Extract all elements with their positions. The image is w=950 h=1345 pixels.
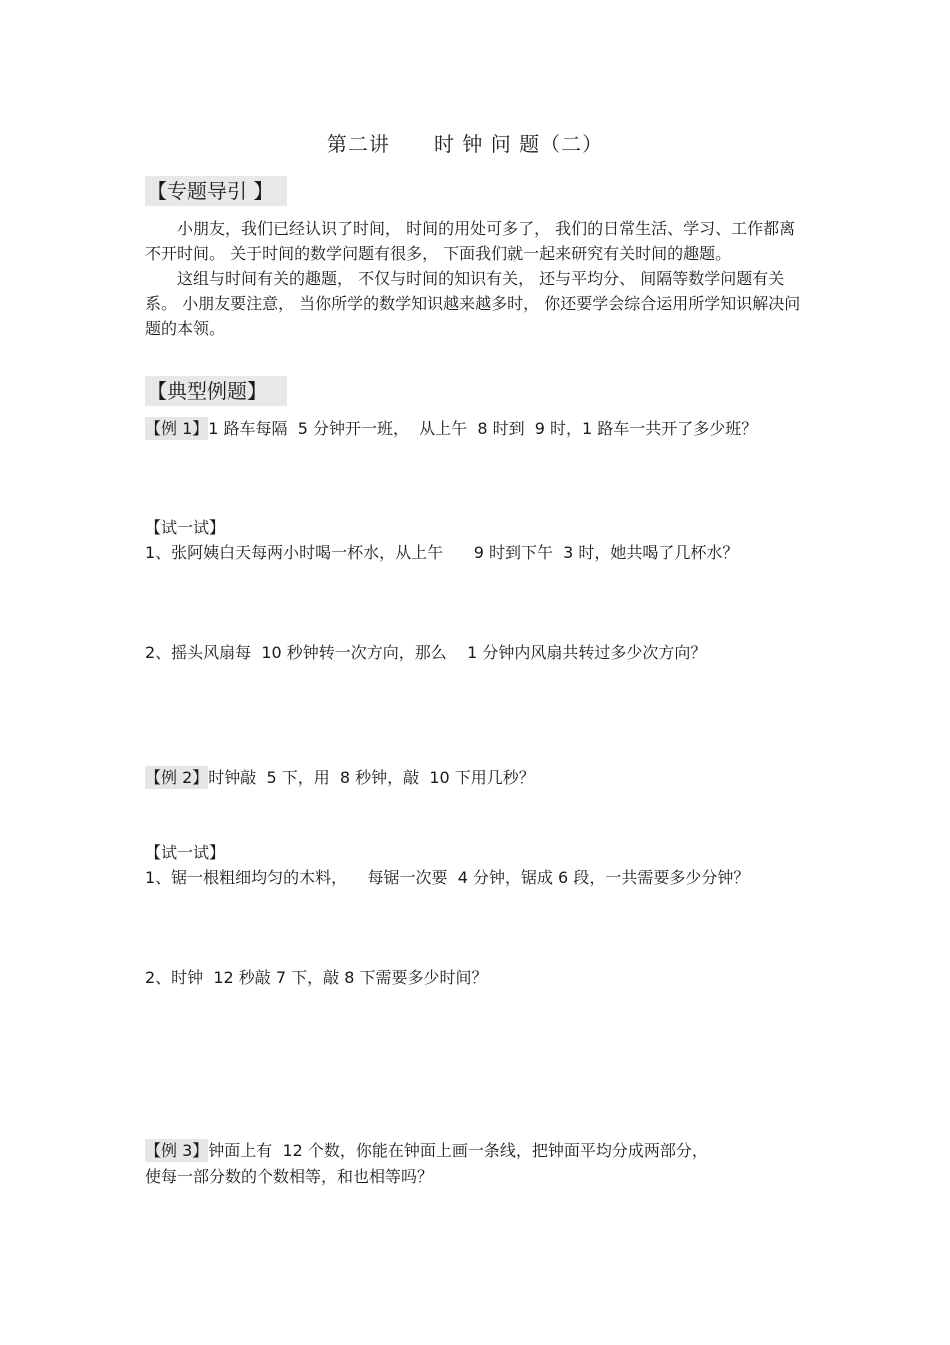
example-1-text: 1 路车每隔 5 分钟开一班， 从上午 8 时到 9 时，1 路车一共开了多少班？ — [208, 419, 758, 438]
try-it-heading-2: 【试一试】 — [145, 843, 226, 862]
try-1-question-1: 1、张阿姨白天每两小时喝一杯水，从上午 9 时到下午 3 时，她共喝了几杯水？ — [145, 543, 739, 562]
guide-paragraph-2: 这组与时间有关的趣题， 不仅与时间的知识有关， 还与平均分、 间隔等数学问题有关系。 小朋友要注意， 当你所学的数学知识越来越多时， 你还要学会综合运用所学知识解决问题的本领。 — [145, 269, 801, 338]
example-2 — [145, 765, 805, 791]
example-2-label: 【例 2】 — [145, 768, 209, 787]
example-2-text: 时钟敲 5 下，用 8 秒钟，敲 10 下用几秒？ — [208, 768, 535, 787]
guide-text — [145, 216, 805, 341]
page-title: 第二讲 时 钟 问 题（二） — [326, 132, 604, 156]
guide-paragraph-1: 小朋友，我们已经认识了时间， 时间的用处可多了， 我们的日常生活、学习、工作都离不开时间。 关于时间的数学问题有很多， 下面我们就一起来研究有关时间的趣题。 — [145, 219, 796, 263]
example-3-line-2: 使每一部分数的个数相等，和也相等吗？ — [145, 1167, 434, 1186]
section-heading-guide: 【专题导引 】 — [145, 176, 287, 206]
try-1-question-2: 2、摇头风扇每 10 秒钟转一次方向，那么 1 分钟内风扇共转过多少次方向？ — [145, 643, 707, 662]
try-it-heading-1: 【试一试】 — [145, 518, 226, 537]
try-2-question-2: 2、时钟 12 秒敲 7 下，敲 8 下需要多少时间？ — [145, 968, 488, 987]
section-heading-examples: 【典型例题】 — [145, 376, 287, 406]
example-1 — [145, 416, 805, 442]
example-3-line-1: 钟面上有 12 个数，你能在钟面上画一条线，把钟面平均分成两部分， — [208, 1141, 708, 1160]
example-3 — [145, 1138, 825, 1190]
example-3-label: 【例 3】 — [145, 1141, 209, 1160]
example-1-label: 【例 1】 — [145, 419, 209, 438]
try-2-question-1: 1、锯一根粗细均匀的木料， 每锯一次要 4 分钟，锯成 6 段，一共需要多少分钟？ — [145, 868, 750, 887]
